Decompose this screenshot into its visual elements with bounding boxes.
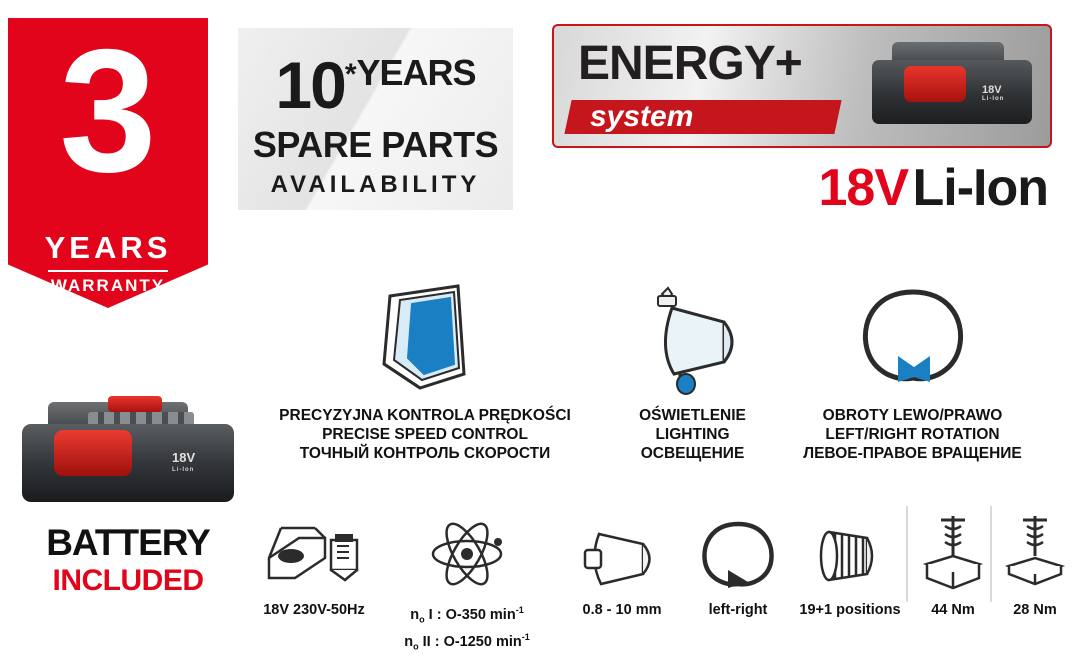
feature-speed-line3: ТОЧНЫЙ КОНТРОЛЬ СКОРОСТИ	[299, 445, 551, 462]
battery-included-line2: INCLUDED	[52, 564, 204, 597]
battery-pack-red-panel	[54, 430, 132, 476]
spec-divider-1	[906, 506, 908, 602]
warranty-badge	[8, 14, 208, 308]
spec-positions-label: 19+1 positions	[799, 602, 901, 618]
battery-red-cap	[108, 396, 162, 412]
feature-speed-line2: PRECISE SPEED CONTROL	[322, 426, 528, 443]
energy-system-label: system	[590, 100, 694, 133]
battery-pack-print: 18V Li-Ion	[172, 450, 196, 473]
warranty-divider	[48, 270, 168, 272]
energy-plus-title: ENERGY+	[578, 37, 802, 90]
spec-torque-metal-label: 28 Nm	[1013, 602, 1057, 618]
energy-battery-icon	[862, 34, 1042, 138]
feature-lighting-line2: LIGHTING	[655, 426, 730, 443]
warranty-number: 3	[59, 14, 157, 209]
feature-rotation-line2: LEFT/RIGHT ROTATION	[825, 426, 1000, 443]
chuck-capacity-icon	[556, 512, 688, 596]
spec-torque-positions	[786, 512, 914, 619]
feature-precise-speed-control	[250, 278, 600, 463]
feature-rotation	[780, 278, 1045, 463]
feature-rotation-line1: OBROTY LEWO/PRAWO	[822, 407, 1003, 424]
spec-torque-metal	[994, 512, 1076, 619]
feature-lighting-line1: OŚWIETLENIE	[639, 407, 746, 424]
spare-parts-years: YEARS	[356, 52, 476, 94]
spec-torque-wood-label: 44 Nm	[931, 602, 975, 618]
spare-parts-line2: SPARE PARTS	[252, 124, 499, 165]
battery-red-panel	[904, 66, 966, 102]
spec-power-label: 18V 230V-50Hz	[263, 602, 365, 618]
atom-speed-icon	[382, 512, 552, 596]
charger-battery-icon	[250, 512, 378, 596]
rotation-arrows-icon	[780, 278, 1045, 396]
spare-parts-asterisk: *	[344, 58, 357, 91]
spare-parts-headline	[238, 48, 513, 122]
spare-parts-number: 10	[275, 48, 345, 122]
voltage-value: 18V	[818, 159, 909, 217]
spare-parts-badge	[238, 28, 513, 210]
left-right-arrow-icon	[686, 512, 790, 596]
battery-pack-icon	[22, 396, 234, 516]
screw-into-wood-icon	[912, 512, 994, 596]
trigger-switch-icon	[250, 278, 600, 396]
spec-torque-wood	[912, 512, 994, 619]
spec-rpm-line2: $n_o$ II : O-1250 $\min^{-1}$	[404, 631, 530, 652]
warranty-years-label: YEARS	[44, 230, 172, 265]
feature-speed-line1: PRECYZYJNA KONTROLA PRĘDKOŚCI	[279, 407, 571, 424]
drill-light-icon	[600, 278, 785, 396]
battery-included-line1: BATTERY	[46, 522, 210, 563]
spec-no-load-speed	[382, 512, 552, 655]
torque-ring-icon	[786, 512, 914, 596]
spec-power-supply	[250, 512, 378, 619]
voltage-headline	[552, 158, 1048, 218]
screw-into-metal-icon	[994, 512, 1076, 596]
spec-rpm-line1: $n_o$ I : O-350 $\min^{-1}$	[410, 605, 524, 625]
battery-included-block	[10, 396, 246, 616]
feature-lighting	[600, 278, 785, 463]
spec-chuck-label: 0.8 - 10 mm	[582, 602, 662, 618]
feature-rotation-line3: ЛЕВОЕ-ПРАВОЕ ВРАЩЕНИЕ	[803, 445, 1022, 462]
spec-divider-2	[990, 506, 992, 602]
spec-rotation-direction	[686, 512, 790, 619]
spare-parts-line3: AVAILABILITY	[270, 171, 481, 198]
battery-chemistry-print: Li-Ion	[982, 96, 1005, 102]
battery-chemistry: Li-Ion	[912, 159, 1048, 217]
feature-lighting-line3: ОСВЕЩЕНИЕ	[640, 445, 745, 462]
energy-plus-banner	[552, 24, 1052, 148]
spec-chuck-capacity	[556, 512, 688, 619]
battery-voltage-print: 18V Li-Ion	[982, 84, 1005, 102]
spec-direction-label: left-right	[708, 602, 768, 618]
warranty-word-label: WARRANTY	[50, 276, 166, 295]
